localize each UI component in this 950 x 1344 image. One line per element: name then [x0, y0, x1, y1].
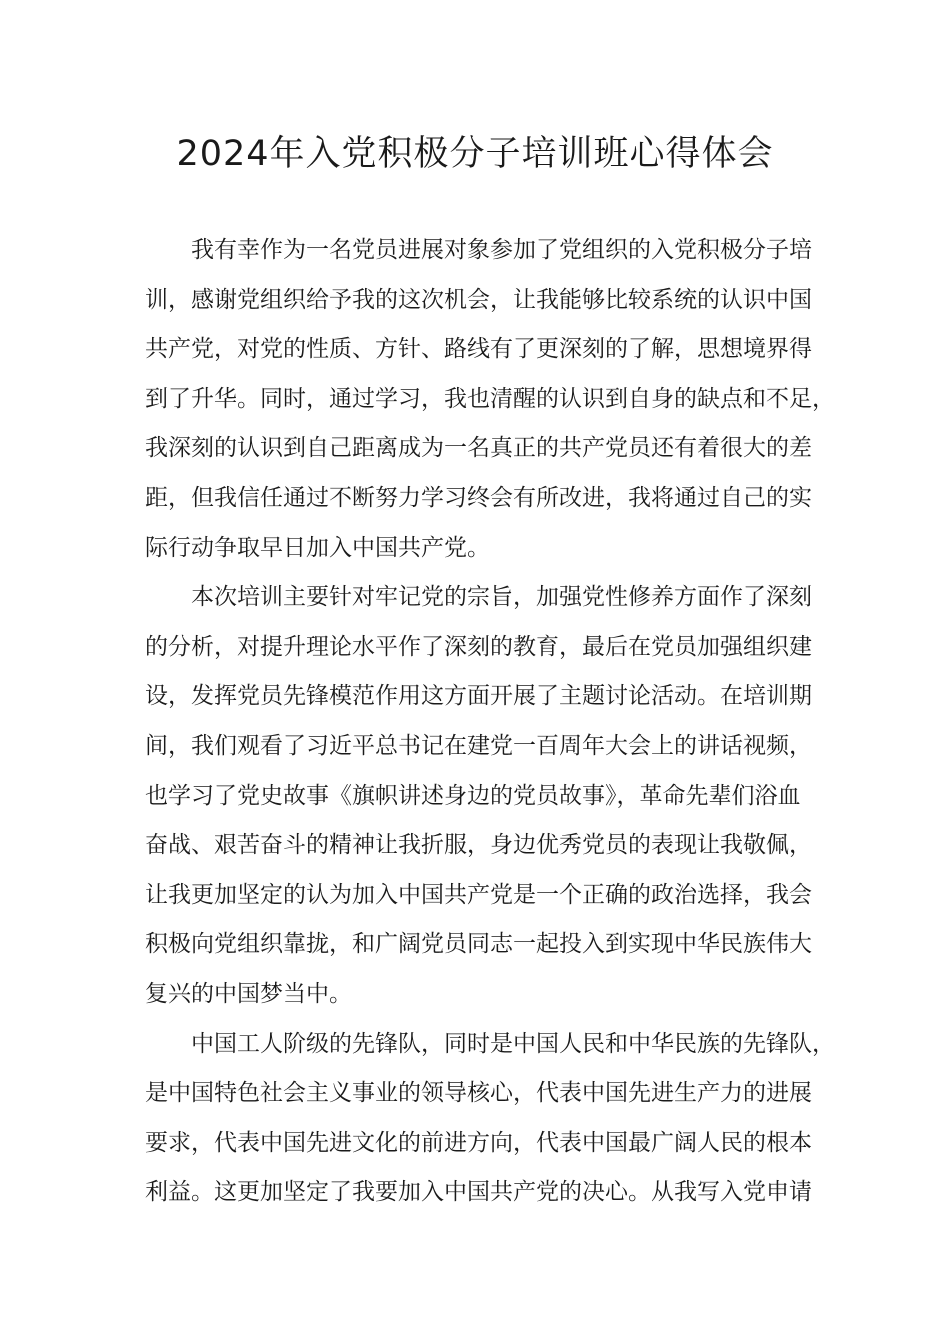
paragraph-1-line-3: 共产党，对党的性质、方针、路线有了更深刻的了解，思想境界得 — [145, 336, 812, 363]
paragraph-3-line-1: 中国工人阶级的先锋队，同时是中国人民和中华民族的先锋队， — [191, 1030, 835, 1057]
paragraph-1-line-5: 我深刻的认识到自己距离成为一名真正的共产党员还有着很大的差 — [145, 435, 812, 462]
paragraph-2-line-8: 积极向党组织靠拢，和广阔党员同志一起投入到实现中华民族伟大 — [145, 931, 812, 958]
document-body — [145, 226, 835, 1218]
paragraph-3-line-3: 要求，代表中国先进文化的前进方向，代表中国最广阔人民的根本 — [145, 1129, 812, 1156]
paragraph-2-line-9: 复兴的中国梦当中。 — [145, 980, 352, 1007]
paragraph-3-line-4: 利益。这更加坚定了我要加入中国共产党的决心。从我写入党申请 — [145, 1179, 812, 1206]
paragraph-3-line-2: 是中国特色社会主义事业的领导核心，代表中国先进生产力的进展 — [145, 1080, 812, 1107]
paragraph-1-line-1: 我有幸作为一名党员进展对象参加了党组织的入党积极分子培 — [191, 237, 812, 263]
paragraph-2-line-3: 设，发挥党员先锋模范作用这方面开展了主题讨论活动。在培训期 — [145, 683, 812, 710]
paragraph-1-line-4: 到了升华。同时，通过学习，我也清醒的认识到自身的缺点和不足， — [145, 385, 835, 412]
paragraph-2-line-7: 让我更加坚定的认为加入中国共产党是一个正确的政治选择，我会 — [145, 881, 812, 908]
paragraph-2-line-5: 也学习了党史故事《旗帜讲述身边的党员故事》，革命先辈们浴血 — [145, 782, 801, 809]
paragraph-2-line-6: 奋战、艰苦奋斗的精神让我折服，身边优秀党员的表现让我敬佩， — [145, 832, 812, 859]
paragraph-1-line-6: 距，但我信任通过不断努力学习终会有所改进，我将通过自己的实 — [145, 484, 812, 511]
paragraph-1-line-7: 际行动争取早日加入中国共产党。 — [145, 534, 490, 561]
paragraph-2-line-2: 的分析，对提升理论水平作了深刻的教育，最后在党员加强组织建 — [145, 633, 812, 660]
paragraph-1-line-2: 训，感谢党组织给予我的这次机会，让我能够比较系统的认识中国 — [145, 286, 812, 313]
paragraph-2-line-4: 间，我们观看了习近平总书记在建党一百周年大会上的讲话视频， — [145, 732, 812, 759]
paragraph-2-line-1: 本次培训主要针对牢记党的宗旨，加强党性修养方面作了深刻 — [191, 584, 812, 611]
document-title: 2024年入党积极分子培训班心得体会 — [176, 134, 774, 174]
